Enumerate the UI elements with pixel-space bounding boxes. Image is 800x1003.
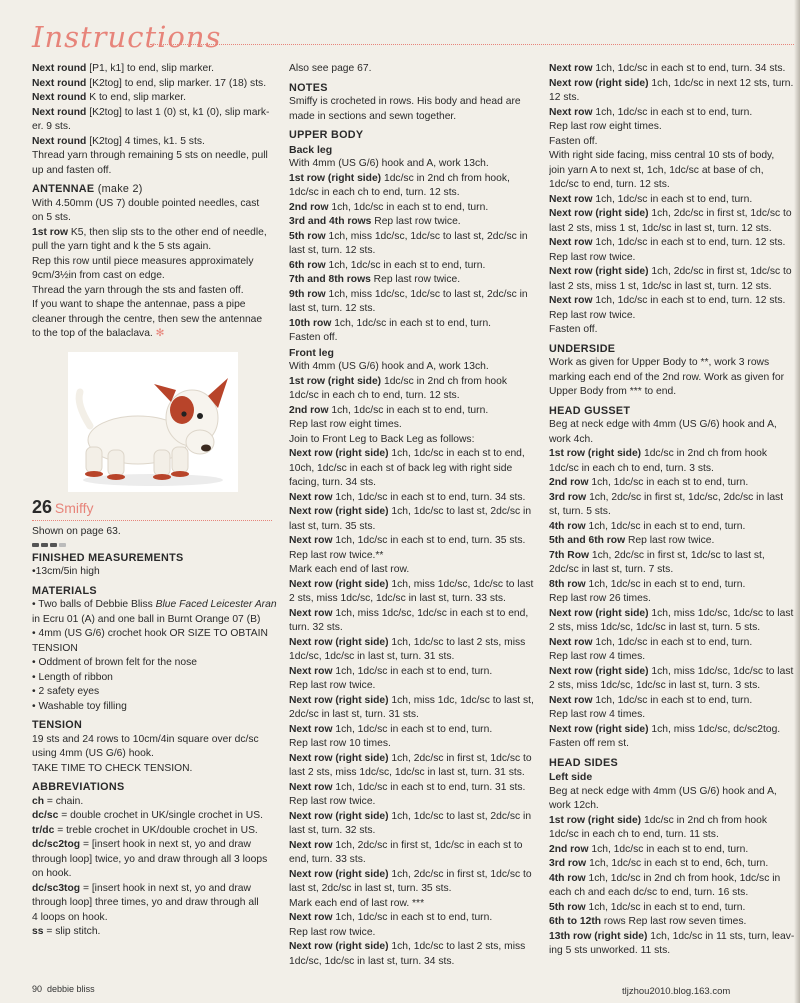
text-line: 5th row 1ch, 1dc/sc in each st to end, turn. [549, 901, 746, 913]
text-line: last 2 sts, miss 1 st, 1dc/sc in last st, turn. 12 sts. [549, 280, 772, 292]
tension-lines [32, 733, 277, 777]
text-line: Next row (right side) 1ch, miss 1dc/sc, dc/sc2tog. [549, 723, 781, 735]
abbreviations-lines [32, 795, 277, 940]
text-line: 1dc/sc, 1dc/sc in last st, turn. 31 sts. [289, 651, 455, 662]
left-side-lines [549, 785, 794, 959]
text-line: 3rd row 1ch, 2dc/sc in first st, 1dc/sc, 2dc/sc in last [549, 491, 784, 503]
text-line: Rep last row twice. [549, 251, 636, 263]
upper-body-heading: UPPER BODY [289, 129, 364, 141]
text-line: through loop] three times, yo and draw through all [32, 897, 259, 908]
text-line: dc/sc = double crochet in UK/single crochet in US. [32, 810, 263, 821]
smiffy-photo [68, 352, 238, 492]
text-line: Next round [K2tog] to end, slip marker. 17 (18) sts. [32, 77, 267, 89]
text-line: 9th row 1ch, miss 1dc/sc, 1dc/sc to last st, 2dc/sc in [289, 288, 528, 300]
page-binding-shadow [794, 0, 800, 1003]
text-line: 1dc/sc in each ch to end, turn. 12 sts. [289, 187, 460, 198]
text-line: Rep last row twice. [289, 796, 376, 807]
text-line: Next row 1ch, 1dc/sc in each st to end, turn. [549, 106, 753, 118]
finished-lines [32, 565, 277, 580]
text-line: Upper Body from *** to end. [549, 386, 677, 397]
text-line: Rep last row eight times. [289, 419, 402, 430]
text-line: Fasten off. [289, 332, 338, 343]
end-mark-icon: ✻ [155, 328, 165, 339]
text-line: Rep this row until piece measures approximately [32, 255, 254, 267]
front-leg-heading: Front leg [289, 346, 334, 359]
text-line: facing, turn. 34 sts. [289, 477, 376, 488]
text-line: join yarn A to next st, 1ch, 1dc/sc at base of ch, [549, 164, 764, 176]
project-title: 26 Smiffy [32, 500, 272, 522]
text-line: Next row 1ch, 1dc/sc in each st to end, turn. 35 sts. [289, 535, 526, 546]
text-line: • Oddment of brown felt for the nose [32, 657, 198, 668]
text-line: st, turn. 5 sts. [549, 506, 611, 517]
text-line: Next round K to end, slip marker. [32, 92, 186, 103]
text-line: • 2 safety eyes [32, 686, 100, 697]
text-line: 5th and 6th row Rep last row twice. [549, 535, 715, 546]
text-line: 1dc/sc to end, turn. 12 sts. [549, 179, 670, 190]
text-line: Next row 1ch, 1dc/sc in each st to end, turn. [289, 665, 493, 677]
text-line: through loop] twice, yo and draw through all 3 loops [32, 853, 268, 865]
text-line: Next row (right side) 1ch, miss 1dc, 1dc/sc to last st, [289, 694, 534, 706]
text-line: Next row (right side) 1ch, 1dc/sc in next 12 sts, turn. [549, 77, 794, 89]
text-line: end, turn. 33 sts. [289, 854, 366, 865]
text-line: cleaner through the centre, then sew the antennae [32, 313, 263, 325]
back-leg-heading: Back leg [289, 143, 333, 156]
notes-lines [289, 95, 537, 124]
text-line: Next row (right side) 1ch, 2dc/sc in first st, 1dc/sc to [549, 266, 792, 277]
text-line: Thread the yarn through the sts and fasten off. [32, 284, 244, 296]
left-side-heading: Left side [549, 771, 593, 783]
text-line: TENSION [32, 642, 78, 654]
text-line: Smiffy is crocheted in rows. His body and head are [289, 96, 521, 107]
text-line: pull the yarn tight and k the 5 sts again. [32, 241, 212, 252]
text-line: Next row (right side) 1ch, 1dc/sc in each st to end, [289, 448, 525, 459]
antennae-last: to the top of the balaclava. ✻ [32, 328, 165, 339]
text-line: Rep last row twice. [549, 309, 636, 321]
text-line: Work as given for Upper Body to **, work 3 rows [549, 357, 770, 368]
text-line: 1st row (right side) 1dc/sc in 2nd ch from hook [549, 814, 768, 826]
text-line: 7th Row 1ch, 2dc/sc in first st, 1dc/sc to last st, [549, 549, 765, 561]
text-line: last st, 2dc/sc in last st, turn. 35 sts. [289, 883, 452, 894]
header-divider [150, 44, 800, 45]
antennae-heading: ANTENNAE (make 2) [32, 183, 143, 195]
text-line: Next row 1ch, 1dc/sc in each st to end, turn. 34 sts. [289, 491, 526, 503]
text-line: Next round [P1, k1] to end, slip marker. [32, 63, 214, 74]
head-sides-heading: HEAD SIDES [549, 756, 618, 769]
text-line: Rep last row 4 times. [549, 709, 646, 720]
text-line: 2nd row 1ch, 1dc/sc in each st to end, turn. [549, 843, 749, 855]
text-line: 9cm/3½in from cast on edge. [32, 270, 165, 281]
text-line: Beg at neck edge with 4mm (US G/6) hook and A, [549, 419, 777, 430]
text-line: 8th row 1ch, 1dc/sc in each st to end, turn. [549, 578, 746, 590]
text-line: 6th to 12th rows Rep last row seven times. [549, 916, 747, 927]
text-line: Beg at neck edge with 4mm (US G/6) hook and A, [549, 785, 777, 797]
text-line: Next row (right side) 1ch, 1dc/sc to last st, 2dc/sc in [289, 810, 532, 822]
text-line: Next row 1ch, 1dc/sc in each st to end, turn. [289, 912, 493, 923]
text-line: 1st row (right side) 1dc/sc in 2nd ch from hook [289, 375, 508, 387]
text-line: 2nd row 1ch, 1dc/sc in each st to end, turn. [289, 201, 489, 213]
text-line: er. 9 sts. [32, 121, 71, 132]
text-line: 3rd row 1ch, 1dc/sc in each st to end, 6ch, turn. [549, 858, 769, 869]
finished-heading: FINISHED MEASUREMENTS [32, 551, 184, 564]
abbreviations-heading: ABBREVIATIONS [32, 781, 125, 793]
text-line: work 12ch. [549, 800, 599, 811]
text-line: Rep last row 10 times. [289, 738, 391, 749]
text-line: made in sections and sewn together. [289, 110, 457, 122]
text-line: marking each end of the 2nd row. Work as given for [549, 371, 785, 383]
text-line: 5th row 1ch, miss 1dc/sc, 1dc/sc to last st, 2dc/sc in [289, 230, 528, 242]
text-line: Next round [K2tog] to last 1 (0) st, k1 (0), slip mark- [32, 106, 270, 118]
text-line: Rep last row 26 times. [549, 593, 651, 604]
notes-heading: NOTES [289, 81, 328, 94]
text-line: With 4mm (US G/6) hook and A, work 13ch. [289, 158, 489, 169]
text-line: Next row 1ch, 1dc/sc in each st to end, turn. 12 sts. [549, 295, 786, 306]
page-footer [32, 984, 95, 994]
head-gusset-lines [549, 418, 794, 752]
text-line: tr/dc = treble crochet in UK/double crochet in US. [32, 824, 258, 836]
front-leg-lines [289, 360, 537, 969]
text-line: Next row (right side) 1ch, miss 1dc/sc, 1dc/sc to last [549, 665, 794, 677]
text-line: 2 sts, miss 1dc/sc, 1dc/sc in last st, turn. 33 sts. [289, 593, 506, 604]
text-line: last 2 sts, miss 1dc/sc, 1dc/sc in last st, turn. 31 sts. [289, 767, 525, 778]
text-line: Fasten off rem st. [549, 738, 629, 749]
text-line: Next row 1ch, 1dc/sc in each st to end, turn. 34 sts. [549, 63, 786, 74]
text-line: Rep last row twice. [289, 926, 376, 938]
text-line: 12 sts. [549, 92, 580, 103]
text-line: 1st row K5, then slip sts to the other end of needle, [32, 226, 267, 238]
text-line: 1dc/sc in each ch to end, turn. 12 sts. [289, 390, 460, 401]
page-number: 90 [32, 984, 43, 994]
text-line: ing 5 sts unworked. 11 sts. [549, 945, 671, 956]
shown-on: Shown on page 63. [32, 526, 121, 537]
col1-top-lines [32, 62, 277, 178]
text-line: Next round [K2tog] 4 times, k1. 5 sts. [32, 135, 205, 147]
text-line: 7th and 8th rows Rep last row twice. [289, 274, 461, 285]
text-line: Next row 1ch, 1dc/sc in each st to end, turn. [289, 723, 493, 735]
antennae-lines [32, 197, 277, 328]
text-line: Mark each end of last row. *** [289, 897, 425, 909]
column-3 [549, 62, 794, 959]
text-line: Next row (right side) 1ch, 2dc/sc in first st, 1dc/sc to [289, 752, 532, 764]
text-line: • 4mm (US G/6) crochet hook OR SIZE TO OBTAIN [32, 628, 268, 639]
text-line: work 4ch. [549, 433, 594, 445]
page-title: Instructions [32, 20, 222, 54]
text-line: 13th row (right side) 1ch, 1dc/sc in 11 sts, turn, leav- [549, 930, 794, 942]
text-line: 1st row (right side) 1dc/sc in 2nd ch from hook, [289, 172, 510, 184]
text-line: Next row (right side) 1ch, 1dc/sc to last 2 sts, miss [289, 941, 526, 952]
text-line: on hook. [32, 868, 72, 879]
text-line: Next row 1ch, 1dc/sc in each st to end, turn. [549, 694, 753, 706]
text-line: on 5 sts. [32, 212, 71, 223]
text-line: last 2 sts, miss 1 st, 1dc/sc in last st, turn. 12 sts. [549, 222, 772, 234]
text-line: Next row 1ch, miss 1dc/sc, 1dc/sc in each st to end, [289, 607, 529, 619]
text-line: 2dc/sc in last st, turn. 7 sts. [549, 564, 674, 575]
text-line: With 4.50mm (US 7) double pointed needles, cast [32, 197, 260, 209]
text-line: Thread yarn through remaining 5 sts on needle, pull [32, 150, 268, 161]
text-line: using 4mm (US G/6) hook. [32, 748, 154, 759]
text-line: up and fasten off. [32, 164, 112, 176]
text-line: Next row 1ch, 1dc/sc in each st to end, turn. 12 sts. [549, 237, 786, 248]
column-2 [289, 62, 537, 969]
text-line: turn. 32 sts. [289, 622, 343, 633]
col3-top-lines [549, 62, 794, 338]
text-line: ch = chain. [32, 795, 84, 807]
text-line: Next row 1ch, 1dc/sc in each st to end, turn. 31 sts. [289, 781, 526, 793]
text-line: Next row (right side) 1ch, 1dc/sc to last st, 2dc/sc in [289, 506, 532, 517]
also-see: Also see page 67. [289, 63, 372, 74]
text-line: 2dc/sc in last st, turn. 31 sts. [289, 709, 419, 720]
text-line: Mark each end of last row. [289, 564, 410, 575]
text-line: Next row (right side) 1ch, miss 1dc/sc, 1dc/sc to last [289, 578, 534, 590]
tension-heading: TENSION [32, 719, 83, 731]
text-line: ss = slip stitch. [32, 926, 101, 937]
text-line: 2 sts, miss 1dc/sc, 1dc/sc in last st, turn. 3 sts. [549, 680, 761, 691]
text-line: • Two balls of Debbie Bliss Blue Faced Leicester Aran [32, 599, 277, 610]
text-line: Next row (right side) 1ch, 2dc/sc in first st, 1dc/sc to [549, 208, 792, 219]
text-line: 2 sts, miss 1dc/sc, 1dc/sc in last st, turn. 5 sts. [549, 622, 761, 633]
text-line: 2nd row 1ch, 1dc/sc in each st to end, turn. [549, 477, 749, 488]
text-line: 3rd and 4th rows Rep last row twice. [289, 216, 461, 227]
text-line: Next row 1ch, 1dc/sc in each st to end, turn. [549, 193, 753, 205]
text-line: 4th row 1ch, 1dc/sc in each st to end, turn. [549, 520, 746, 532]
back-leg-lines [289, 157, 537, 346]
text-line: TAKE TIME TO CHECK TENSION. [32, 762, 193, 774]
text-line: • 13cm/5in high [32, 565, 277, 580]
text-line: each ch and each dc/sc to end, turn. 16 sts. [549, 887, 749, 898]
text-line: With right side facing, miss central 10 sts of body, [549, 150, 775, 161]
text-line: last st, turn. 12 sts. [289, 303, 376, 314]
text-line: in Ecru 01 (A) and one ball in Burnt Orange 07 (B) [32, 613, 261, 625]
text-line: Next row (right side) 1ch, 2dc/sc in first st, 1dc/sc to [289, 868, 532, 880]
watermark: tljzhou2010.blog.163.com [622, 986, 731, 997]
skill-level-icon [32, 543, 277, 547]
text-line: 6th row 1ch, 1dc/sc in each st to end, turn. [289, 259, 486, 271]
footer-brand: debbie bliss [47, 984, 95, 994]
underside-lines [549, 356, 794, 400]
text-line: last st, turn. 12 sts. [289, 245, 376, 256]
text-line: Rep last row twice. [289, 680, 376, 691]
text-line: Next row 1ch, 2dc/sc in first st, 1dc/sc in each st to [289, 839, 523, 851]
text-line: 1dc/sc in each ch to end, turn. 3 sts. [549, 462, 714, 474]
text-line: Fasten off. [549, 135, 598, 147]
text-line: 2nd row 1ch, 1dc/sc in each st to end, turn. [289, 404, 489, 416]
text-line: dc/sc2tog = [insert hook in next st, yo and draw [32, 839, 251, 850]
text-line: last st, turn. 35 sts. [289, 520, 376, 532]
text-line: 19 sts and 24 rows to 10cm/4in square over dc/sc [32, 733, 259, 745]
text-line: 1dc/sc, 1dc/sc in last st, turn. 34 sts. [289, 955, 455, 967]
text-line: 10ch, 1dc/sc in each st of back leg with right side [289, 462, 513, 474]
text-line: last st, turn. 32 sts. [289, 825, 376, 836]
text-line: 4 loops on hook. [32, 911, 108, 923]
text-line: 10th row 1ch, 1dc/sc in each st to end, turn. [289, 317, 492, 329]
text-line: • Length of ribbon [32, 671, 113, 683]
text-line: 1st row (right side) 1dc/sc in 2nd ch from hook [549, 448, 768, 459]
text-line: With 4mm (US G/6) hook and A, work 13ch. [289, 361, 489, 372]
text-line: Rep last row twice.** [289, 549, 384, 561]
text-line: Join to Front Leg to Back Leg as follows: [289, 433, 475, 445]
materials-heading: MATERIALS [32, 584, 97, 597]
text-line: Fasten off. [549, 324, 598, 335]
text-line: 4th row 1ch, 1dc/sc in 2nd ch from hook, 1dc/sc in [549, 872, 781, 884]
text-line: dc/sc3tog = [insert hook in next st, yo and draw [32, 882, 251, 894]
text-line: Next row (right side) 1ch, miss 1dc/sc, 1dc/sc to last [549, 607, 794, 619]
text-line: 1dc/sc in each ch to end, turn. 11 sts. [549, 829, 719, 840]
text-line: Next row (right side) 1ch, 1dc/sc to last 2 sts, miss [289, 636, 526, 648]
text-line: If you want to shape the antennae, pass a pipe [32, 299, 246, 310]
column-1 [32, 62, 277, 940]
materials-lines [32, 598, 277, 714]
text-line: Rep last row eight times. [549, 121, 662, 132]
underside-heading: UNDERSIDE [549, 342, 616, 355]
text-line: Next row 1ch, 1dc/sc in each st to end, turn. [549, 636, 753, 648]
text-line: • Washable toy filling [32, 700, 127, 712]
text-line: Rep last row 4 times. [549, 651, 646, 662]
head-gusset-heading: HEAD GUSSET [549, 404, 631, 417]
